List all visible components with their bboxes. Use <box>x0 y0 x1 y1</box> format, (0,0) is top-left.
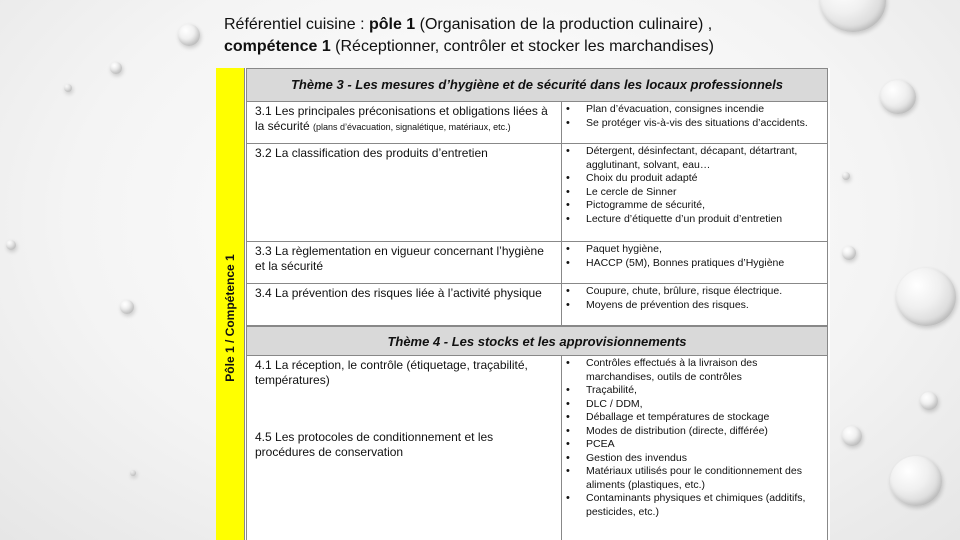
list-item: • DLC / DDM, <box>586 398 823 412</box>
row-topic <box>247 242 562 283</box>
row-details <box>562 144 827 241</box>
theme-4-header <box>246 326 828 356</box>
table-row <box>246 356 828 540</box>
list-item: • Matériaux utilisés pour le conditionnement des aliments (plastiques, etc.) <box>586 465 823 492</box>
row-details <box>562 284 827 325</box>
row-topic <box>247 144 562 241</box>
water-drop-decoration <box>842 246 856 260</box>
list-item: • PCEA <box>586 438 823 452</box>
list-item: • Gestion des invendus <box>586 452 823 466</box>
list-item: • Coupure, chute, brûlure, risque électrique. <box>586 285 823 299</box>
water-drop-decoration <box>64 84 72 92</box>
topic-text: 3.2 La classification des produits d’entretien <box>255 146 488 160</box>
topic-text: 4.1 La réception, le contrôle (étiquetage, traçabilité, températures) <box>255 358 528 387</box>
table-row <box>246 284 828 326</box>
row-topic <box>247 356 562 540</box>
yellow-sidebar <box>216 68 245 540</box>
topic-text: 3.4 La prévention des risques liée à l’activité physique <box>255 286 542 300</box>
topic-text: 3.3 La règlementation en vigueur concernant l’hygiène et la sécurité <box>255 244 544 273</box>
water-drop-decoration <box>842 172 850 180</box>
slide-heading <box>224 14 884 58</box>
list-item: • Moyens de prévention des risques. <box>586 299 823 313</box>
water-drop-decoration <box>920 392 938 410</box>
heading-text: (Réceptionner, contrôler et stocker les marchandises) <box>330 38 714 55</box>
list-item: • Déballage et températures de stockage <box>586 411 823 425</box>
water-drop-decoration <box>178 24 200 46</box>
row-details <box>562 356 827 540</box>
list-item: • Plan d’évacuation, consignes incendie <box>586 103 823 117</box>
row-topic <box>247 284 562 325</box>
water-drop-decoration <box>6 240 16 250</box>
water-drop-decoration <box>842 426 862 446</box>
list-item: • Modes de distribution (directe, différée) <box>586 425 823 439</box>
heading-text: Référentiel cuisine : <box>224 16 369 33</box>
topic-text: 3.1 Les principales préconisations et obligations liées à la sécurité <box>255 104 548 133</box>
theme-4-title: Thème 4 - Les stocks et les approvisionnements <box>387 334 687 349</box>
row-topic <box>247 102 562 143</box>
heading-text: (Organisation de la production culinaire) , <box>415 16 713 33</box>
list-item: • Se protéger vis-à-vis des situations d’accidents. <box>586 117 823 131</box>
table-row <box>246 242 828 284</box>
list-item: • Le cercle de Sinner <box>586 186 823 200</box>
list-item: • Paquet hygiène, <box>586 243 823 257</box>
list-item: • Traçabilité, <box>586 384 823 398</box>
water-drop-decoration <box>130 470 136 476</box>
topic-note: (plans d’évacuation, signalétique, matériaux, etc.) <box>313 121 511 132</box>
water-drop-decoration <box>120 300 134 314</box>
heading-bold: pôle 1 <box>368 16 416 33</box>
list-item: • Pictogramme de sécurité, <box>586 199 823 213</box>
list-item: • Contaminants physiques et chimiques (additifs, pesticides, etc.) <box>586 492 823 519</box>
list-item: • Choix du produit adapté <box>586 172 823 186</box>
theme-3-header <box>246 68 828 102</box>
list-item: • Contrôles effectués à la livraison des marchandises, outils de contrôles <box>586 357 823 384</box>
water-drop-decoration <box>880 80 916 114</box>
document-page <box>216 68 830 540</box>
sidebar-label: Pôle 1 / Compétence 1 <box>223 254 237 382</box>
table-row <box>246 144 828 242</box>
heading-bold: compétence 1 <box>224 38 331 55</box>
topic-text: 4.5 Les protocoles de conditionnement et les procédures de conservation <box>255 430 494 459</box>
water-drop-decoration <box>110 62 122 74</box>
table-row <box>246 102 828 144</box>
list-item: • Lecture d’étiquette d’un produit d’entretien <box>586 213 823 227</box>
list-item: • Détergent, désinfectant, décapant, détartrant, agglutinant, solvant, eau… <box>586 145 823 172</box>
water-drop-decoration <box>890 456 942 506</box>
row-details <box>562 102 827 143</box>
water-drop-decoration <box>896 268 956 326</box>
list-item: • HACCP (5M), Bonnes pratiques d’Hygiène <box>586 257 823 271</box>
theme-3-title: Thème 3 - Les mesures d’hygiène et de sécurité dans les locaux professionnels <box>290 77 783 92</box>
row-details <box>562 242 827 283</box>
